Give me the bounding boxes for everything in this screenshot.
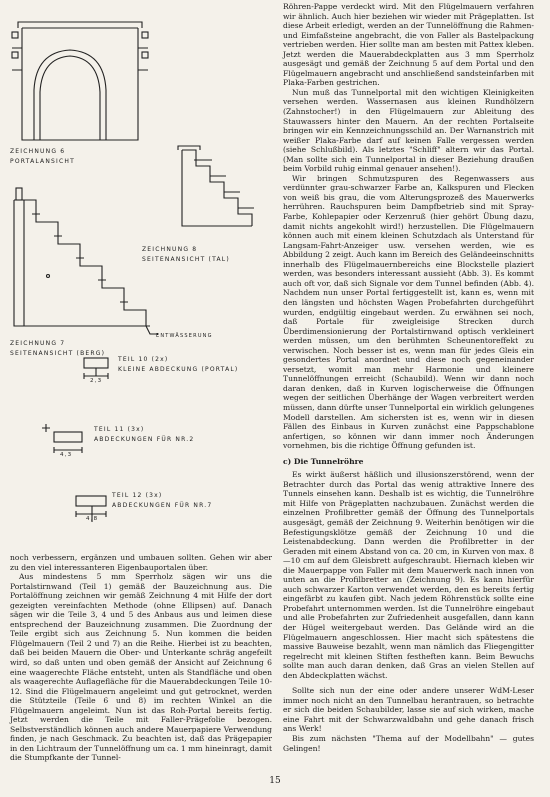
paragraph: Sollte sich nun der eine oder andere unserer WdM-Leser immer noch nicht an den Tunnelbau herantrauen, so betrachte er sich die beiden Schaubilder, lasse sie auf sich wirken, mache eine Fahrt mit der Schwarzwaldbahn und gehe danach frisch ans Werk! bbox=[283, 686, 534, 734]
drawing-6-caption: PORTALANSICHT bbox=[10, 158, 75, 165]
part-11-label: TEIL 11 (3x) bbox=[94, 426, 145, 433]
paragraph: Nun muß das Tunnelportal mit den wichtigen Kleinigkeiten versehen werden. Wassernasen aus kleinen Rundhölzern (Zahnstocher!) in den Flügelmauern zur Ableitung des Stauwassers hinter den Mauern. An der rechten Portalseite bringen wir ein Kennzeichnungsschild an. Der Warnanstrich mit weißer Plaka-Farbe darf auf keinen Falle vergessen werden (siehe Schlußbild). Als letztes "Schliff" altern wir das Portal. (Man sollte sich ein Tunnelportal in dieser Beziehung draußen beim Vorbild ruhig einmal genauer ansehen!). bbox=[283, 87, 534, 174]
part-12-label: TEIL 12 (3x) bbox=[112, 492, 163, 499]
drainage-label: ENTWÄSSERUNG bbox=[156, 333, 213, 339]
right-column bbox=[283, 2, 534, 753]
part-10-dimension: 2,3 bbox=[90, 378, 103, 384]
paragraph: Röhren-Pappe verdeckt wird. Mit den Flügelmauern verfahren wir ähnlich. Auch hier beziehen wir wieder mit Prägeplatten. Ist diese Arbeit erledigt, werden an der Tunnelöffnung die Rahmen- und Eimfaßsteine angebracht, die von Faller als Bastelpackung vertrieben werden. Hier sollte man am besten mit Pattex kleben. Jetzt werden die Mauerabdeckplatten aus 3 mm Sperrholz ausgesägt und gemäß der Zeichnung 5 auf dem Portal und den Flügelmauern angebracht und anschließend sandsteinfarben mit Plaka-Farben gestrichen. bbox=[283, 2, 534, 88]
drawing-8-caption: SEITENANSICHT (TAL) bbox=[142, 256, 230, 263]
portal-front-drawing bbox=[12, 22, 148, 140]
drawing-7-label: ZEICHNUNG 7 bbox=[10, 340, 66, 347]
side-view-berg-drawing bbox=[14, 188, 158, 334]
part-10-caption: KLEINE ABDECKUNG (PORTAL) bbox=[118, 366, 239, 373]
part-11-caption: ABDECKUNGEN FÜR NR.2 bbox=[94, 436, 195, 443]
part-11-dimension: 4,3 bbox=[60, 452, 73, 458]
part-10-drawing bbox=[84, 358, 108, 379]
paragraph: Es wirkt äußerst häßlich und illusionszerstörend, wenn der Betrachter durch das Portal das wenig attraktive Innere des Tunnels einsehen kann. Deshalb ist es wichtig, die Tunnelröhre mit Hilfe von Prägeplatten nachzubauen. Zunächst werden die einzelnen Profilbretter gemäß der Öffnung des Tunnelportals ausgesägt, gemäß der Zeichnung 9. Weiterhin benötigen wir die Befestigungsklötze gemäß der Zeichnung 10 und die Leistenabdeckung. Dann werden die Profilbretter in der Geraden mit einem Abstand von ca. 20 cm, in Kurven von max. 8—10 cm auf dem Gleisbrett aufgeschraubt. Hiernach kleben wir die Mauerpappe von Faller mit dem Mauerwerk nach innen von unten an die Profilbretter an (Zeichnung 9). Es kann hierfür auch schwarzer Karton verwendet werden, den es bereits fertig eingefärbt zu kaufen gibt. Nach jedem Röhrenstück sollte eine Probefahrt unternommen werden. Ist die Tunnelröhre eingebaut und alle Probefahrten zur Zufriedenheit ausgefallen, dann kann der Hügel weitergebaut werden. Das Gelände wird an die Flügelmauern angeschlossen. Hier macht sich spätestens die massive Bauweise bezahlt, wenn man nämlich das Fliegengitter regelrecht mit kleinen Stiften festheften kann. Beim Bewuchs sollte man auch daran denken, daß Gras an vielen Stellen auf den Abdeckplatten wächst. bbox=[283, 470, 534, 680]
paragraph: Aus mindestens 5 mm Sperrholz sägen wir uns die Portalstirnwand (Teil 1) gemäß der Bauzeichnung aus. Die Portalöffnung zeichnen wir gemäß Zeichnung 4 mit Hilfe der dort gezeigten vereinfachten Methode (ohne Ellipsen) auf. Danach sägen wir die Teile 3, 4 und 5 des Anbaus aus und leimen diese entsprechend der Bauzeichnung zusammen. Die Zuordnung der Teile ergibt sich aus Zeichnung 5. Nun kommen die beiden Flügelmauern (Teil 2 und 7) an die Reihe. Hierbei ist zu beachten, daß bei beiden Mauern die Ober- und Unterkante schräg angefeilt wird, so daß unten und oben gemäß der Ansicht auf Zeichnung 6 eine waagerechte Fläche entsteht, unten als Standfläche und oben als waagerechte Auflagefläche für die Mauerabdeckungen Teile 10-12. Sind die Flügelmauern angeleimt und gut getrocknet, werden die Stützteile (Teile 6 und 8) im rechten Winkel an die Flügelmauern angeleimt. Nun ist das Roh-Portal bereits fertig. Jetzt werden die Teile mit Faller-Prägefolie bezogen. Selbstverständlich können auch andere Mauerpapiere Verwendung finden, je nach Geschmack. Zu beachten ist, daß das Prägepapier in den Lichtraum der Tunnelöffnung um ca. 1 mm hineinragt, damit die Stumpfkante der Tunnel- bbox=[10, 572, 272, 763]
section-heading: c) Die Tunnelröhre bbox=[283, 456, 364, 466]
paragraph: Bis zum nächsten "Thema auf der Modellbahn" — gutes Gelingen! bbox=[283, 734, 534, 753]
drawing-8-label: ZEICHNUNG 8 bbox=[142, 246, 198, 253]
part-12-dimension: 4,8 bbox=[86, 516, 99, 522]
paragraph: Wir bringen Schmutzspuren des Regenwassers aus verdünnter grau-schwarzer Farbe an, Kalkspuren und Flecken von weiß bis grau, die vom Alterungsprozeß des Mauerwerks herrühren. Rauchspuren beim Dampfbetrieb sind mit Spray-Farbe, Kohlepapier oder Kerzenruß (hier gehört Übung dazu, damit nichts angekohlt wird!) herzustellen. Die Flügelmauern können auch mit einem kleinen Schutzdach als Unterstand für Langsam-Fahrt-Anzeiger usw. versehen werden, wie es Abbildung 2 zeigt. Auch kann im Bereich des Geländeeinschnitts innerhalb des Flügelmauernbereichs eine Blockstelle plaziert werden, was besonders interessant aussieht (Abb. 3). Es kommt auch oft vor, daß sich Signale vor dem Tunnel befinden (Abb. 4). Nachdem nun unser Portal fertiggestellt ist, kann es, wenn mit den längsten und höchsten Wagen Probefahrten durchgeführt wurden, endgültig eingebaut werden. Zu erwähnen sei noch, daß Portale für zweigleisige Strecken durch Überdimensionierung der Portalstirnwand optisch verkleinert werden müssen, um den berühmten Scheunentoreffekt zu verwischen. Noch besser ist es, wenn man für jedes Gleis ein gesondertes Portal anordnet und diese noch gegeneinander versetzt, womit man mehr Harmonie und kleinere Tunnelöffnungen erreicht (Schaubild). Wenn wir dann noch daran denken, daß in Kurven logischerweise die Öffnungen wegen der seitlichen Überhänge der Wagen verbreitert werden müssen, dann dürfte unser Tunnelportal ein wirklich gelungenes Modell darstellen. Am sichersten ist es, wenn wir in diesen Fällen des Einbaus in Kurven zunächst eine Pappschablone anfertigen, so können wir dann immer noch Änderungen vornehmen, bis die richtige Öffnung gefunden ist. bbox=[283, 173, 534, 451]
page-number: 15 bbox=[269, 776, 281, 786]
drawing-6-label: ZEICHNUNG 6 bbox=[10, 148, 66, 155]
left-column bbox=[10, 553, 272, 763]
side-view-tal-drawing bbox=[178, 146, 254, 226]
part-11-drawing bbox=[42, 424, 82, 453]
drawing-7-caption: SEITENANSICHT (BERG) bbox=[10, 350, 106, 357]
part-12-caption: ABDECKUNGEN FÜR NR.7 bbox=[112, 502, 213, 509]
technical-drawings bbox=[0, 0, 280, 550]
paragraph: noch verbessern, ergänzen und umbauen sollten. Gehen wir aber zu den viel interessanteren Eigenbauportalen über. bbox=[10, 553, 272, 572]
part-10-label: TEIL 10 (2x) bbox=[118, 356, 169, 363]
